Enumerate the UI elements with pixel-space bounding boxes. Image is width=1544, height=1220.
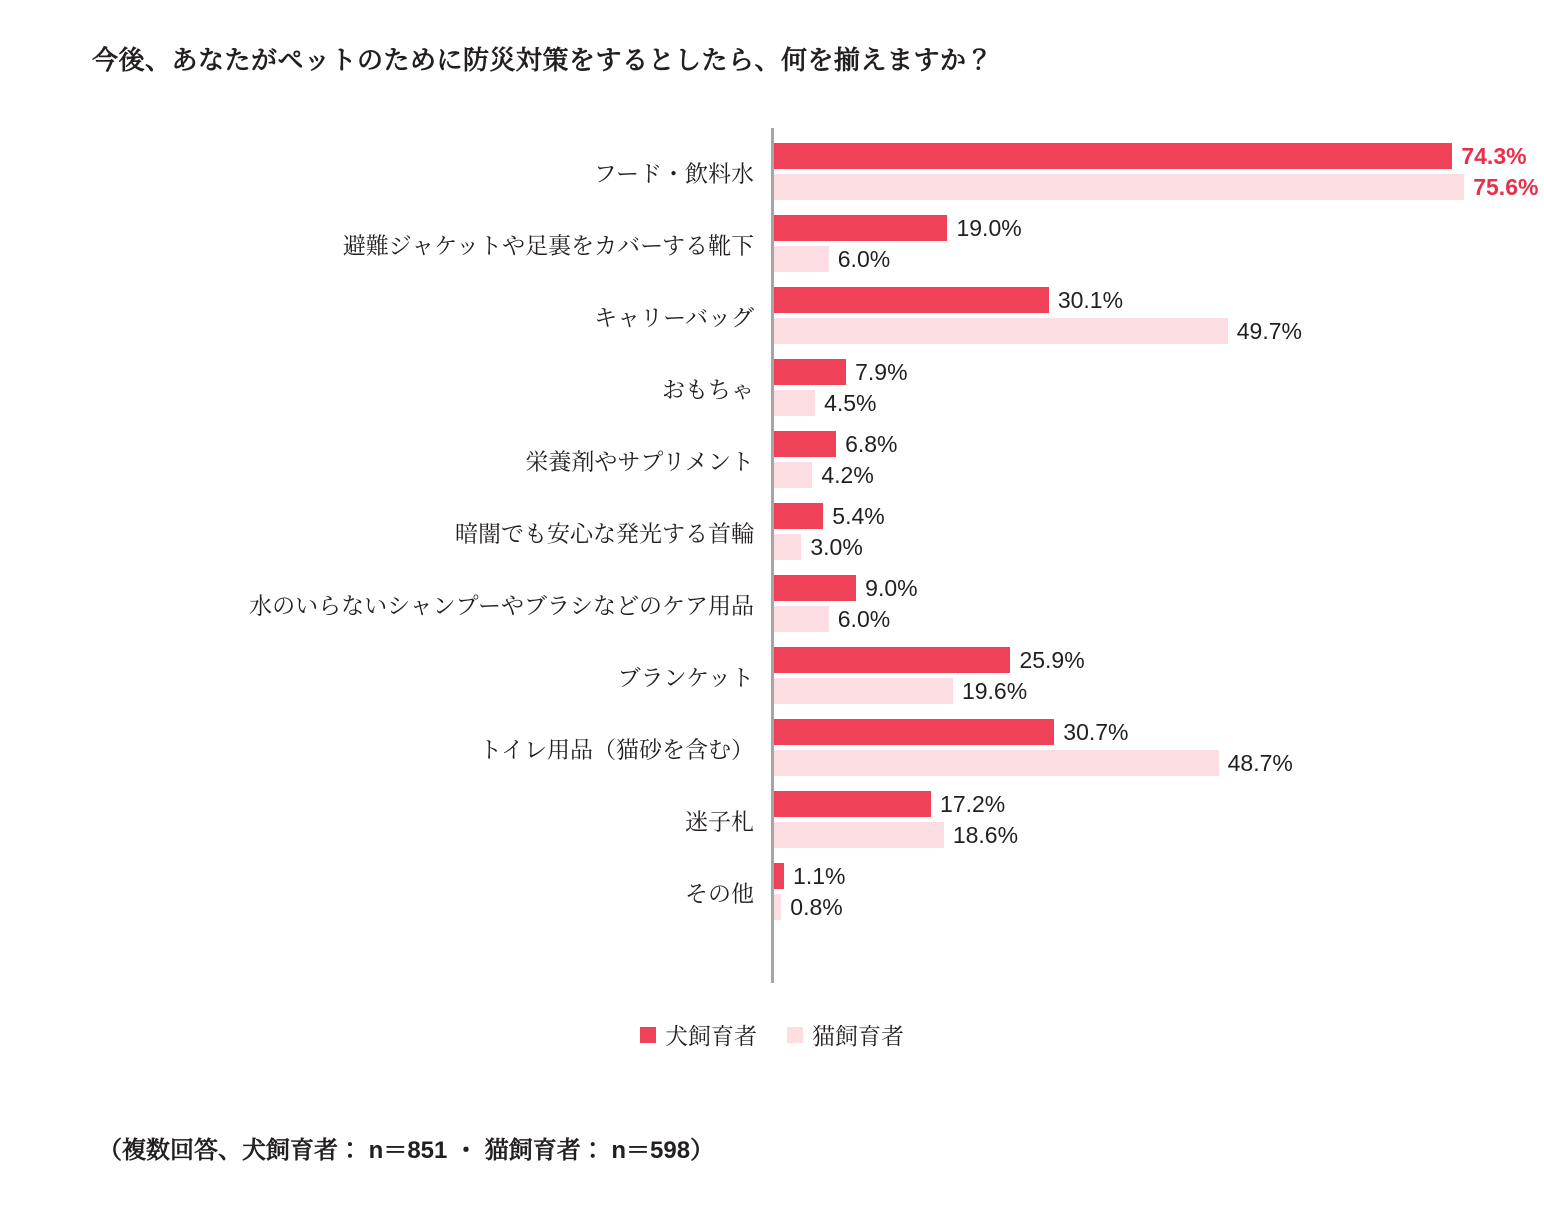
bar-dog xyxy=(774,503,823,529)
bar-row-dog xyxy=(774,431,898,457)
bar-value-dog: 74.3% xyxy=(1461,143,1527,169)
bar-cat xyxy=(774,462,812,488)
bar-dog xyxy=(774,863,784,889)
chart-footnote: （複数回答、犬飼育者： n＝851 ・ 猫飼育者： n＝598） xyxy=(98,1137,715,1164)
bar-row-dog xyxy=(774,575,918,601)
bar-row-cat xyxy=(774,750,1293,776)
bar-cat xyxy=(774,822,944,848)
bar-dog xyxy=(774,647,1010,673)
bar-row-dog xyxy=(774,359,908,385)
bar-cat xyxy=(774,174,1464,200)
bar-dog xyxy=(774,791,931,817)
bar-dog xyxy=(774,215,947,241)
bar-value-dog: 25.9% xyxy=(1019,647,1085,673)
category-group xyxy=(0,784,1544,856)
bar-cat xyxy=(774,678,953,704)
bar-row-dog xyxy=(774,215,1022,241)
category-label: トイレ用品（猫砂を含む） xyxy=(479,736,754,763)
bar-value-cat: 75.6% xyxy=(1473,174,1539,200)
category-group xyxy=(0,496,1544,568)
bar-row-dog xyxy=(774,143,1527,169)
bar-value-cat: 6.0% xyxy=(837,246,891,272)
category-label: ブランケット xyxy=(617,664,754,691)
category-label: キャリーバッグ xyxy=(594,304,754,331)
bar-value-cat: 6.0% xyxy=(837,606,891,632)
bar-dog xyxy=(774,359,846,385)
plot-area xyxy=(0,128,1544,988)
category-group xyxy=(0,640,1544,712)
bar-row-cat xyxy=(774,822,1018,848)
category-label: おもちゃ xyxy=(662,376,754,403)
bar-value-cat: 0.8% xyxy=(790,894,843,920)
legend-item-cat xyxy=(787,1018,904,1051)
bar-cat xyxy=(774,894,781,920)
bar-row-cat xyxy=(774,318,1302,344)
legend-label-dog: 犬飼育者 xyxy=(665,1023,757,1049)
bar-cat xyxy=(774,750,1219,776)
bar-row-cat xyxy=(774,246,890,272)
bar-cat xyxy=(774,318,1228,344)
category-group xyxy=(0,136,1544,208)
bar-row-cat xyxy=(774,606,890,632)
legend-item-dog xyxy=(640,1018,757,1051)
category-label: フード・飲料水 xyxy=(593,160,754,187)
bar-dog xyxy=(774,143,1452,169)
bar-value-cat: 19.6% xyxy=(961,678,1028,704)
bar-dog xyxy=(774,575,856,601)
bar-value-cat: 4.2% xyxy=(821,462,874,488)
category-group xyxy=(0,208,1544,280)
bar-row-cat xyxy=(774,174,1538,200)
category-group xyxy=(0,712,1544,784)
category-group xyxy=(0,352,1544,424)
category-label: 暗闇でも安心な発光する首輪 xyxy=(455,520,754,547)
bar-value-dog: 6.8% xyxy=(845,431,898,457)
bar-cat xyxy=(774,606,829,632)
bar-dog xyxy=(774,287,1049,313)
bar-value-cat: 49.7% xyxy=(1236,318,1302,344)
bar-value-dog: 17.2% xyxy=(940,791,1006,817)
bar-row-cat xyxy=(774,534,863,560)
bar-dog xyxy=(774,431,836,457)
bar-cat xyxy=(774,246,829,272)
category-group xyxy=(0,280,1544,352)
bar-value-cat: 3.0% xyxy=(810,534,863,560)
legend-swatch-dog-icon xyxy=(640,1027,656,1043)
bar-row-cat xyxy=(774,894,843,920)
chart-legend xyxy=(0,1018,1544,1051)
bar-row-dog xyxy=(774,503,885,529)
chart-title: 今後、あなたがペットのために防災対策をするとしたら、何を揃えますか？ xyxy=(92,45,994,75)
bar-value-dog: 5.4% xyxy=(832,503,885,529)
category-label: 水のいらないシャンプーやブラシなどのケア用品 xyxy=(249,592,754,619)
bar-row-dog xyxy=(774,719,1129,745)
category-group xyxy=(0,424,1544,496)
bar-value-cat: 4.5% xyxy=(824,390,877,416)
bar-value-dog: 19.0% xyxy=(956,215,1022,241)
bar-value-dog: 1.1% xyxy=(793,863,846,889)
bar-row-cat xyxy=(774,462,874,488)
bar-value-cat: 48.7% xyxy=(1227,750,1293,776)
category-label: 栄養剤やサプリメント xyxy=(525,448,754,475)
category-group xyxy=(0,856,1544,928)
category-label: その他 xyxy=(685,880,754,907)
bar-value-cat: 18.6% xyxy=(952,822,1019,848)
category-label: 避難ジャケットや足裏をカバーする靴下 xyxy=(342,232,754,259)
bar-row-dog xyxy=(774,791,1005,817)
legend-label-cat: 猫飼育者 xyxy=(812,1023,904,1049)
bar-row-cat xyxy=(774,390,877,416)
bar-row-dog xyxy=(774,647,1085,673)
bar-row-dog xyxy=(774,863,845,889)
bar-cat xyxy=(774,390,815,416)
bar-cat xyxy=(774,534,801,560)
bar-row-cat xyxy=(774,678,1027,704)
bar-dog xyxy=(774,719,1054,745)
bar-value-dog: 30.7% xyxy=(1063,719,1129,745)
category-group xyxy=(0,568,1544,640)
bar-value-dog: 30.1% xyxy=(1057,287,1124,313)
bar-value-dog: 9.0% xyxy=(865,575,918,601)
category-label: 迷子札 xyxy=(685,808,754,835)
bar-value-dog: 7.9% xyxy=(855,359,908,385)
legend-swatch-cat-icon xyxy=(787,1027,803,1043)
bar-row-dog xyxy=(774,287,1123,313)
